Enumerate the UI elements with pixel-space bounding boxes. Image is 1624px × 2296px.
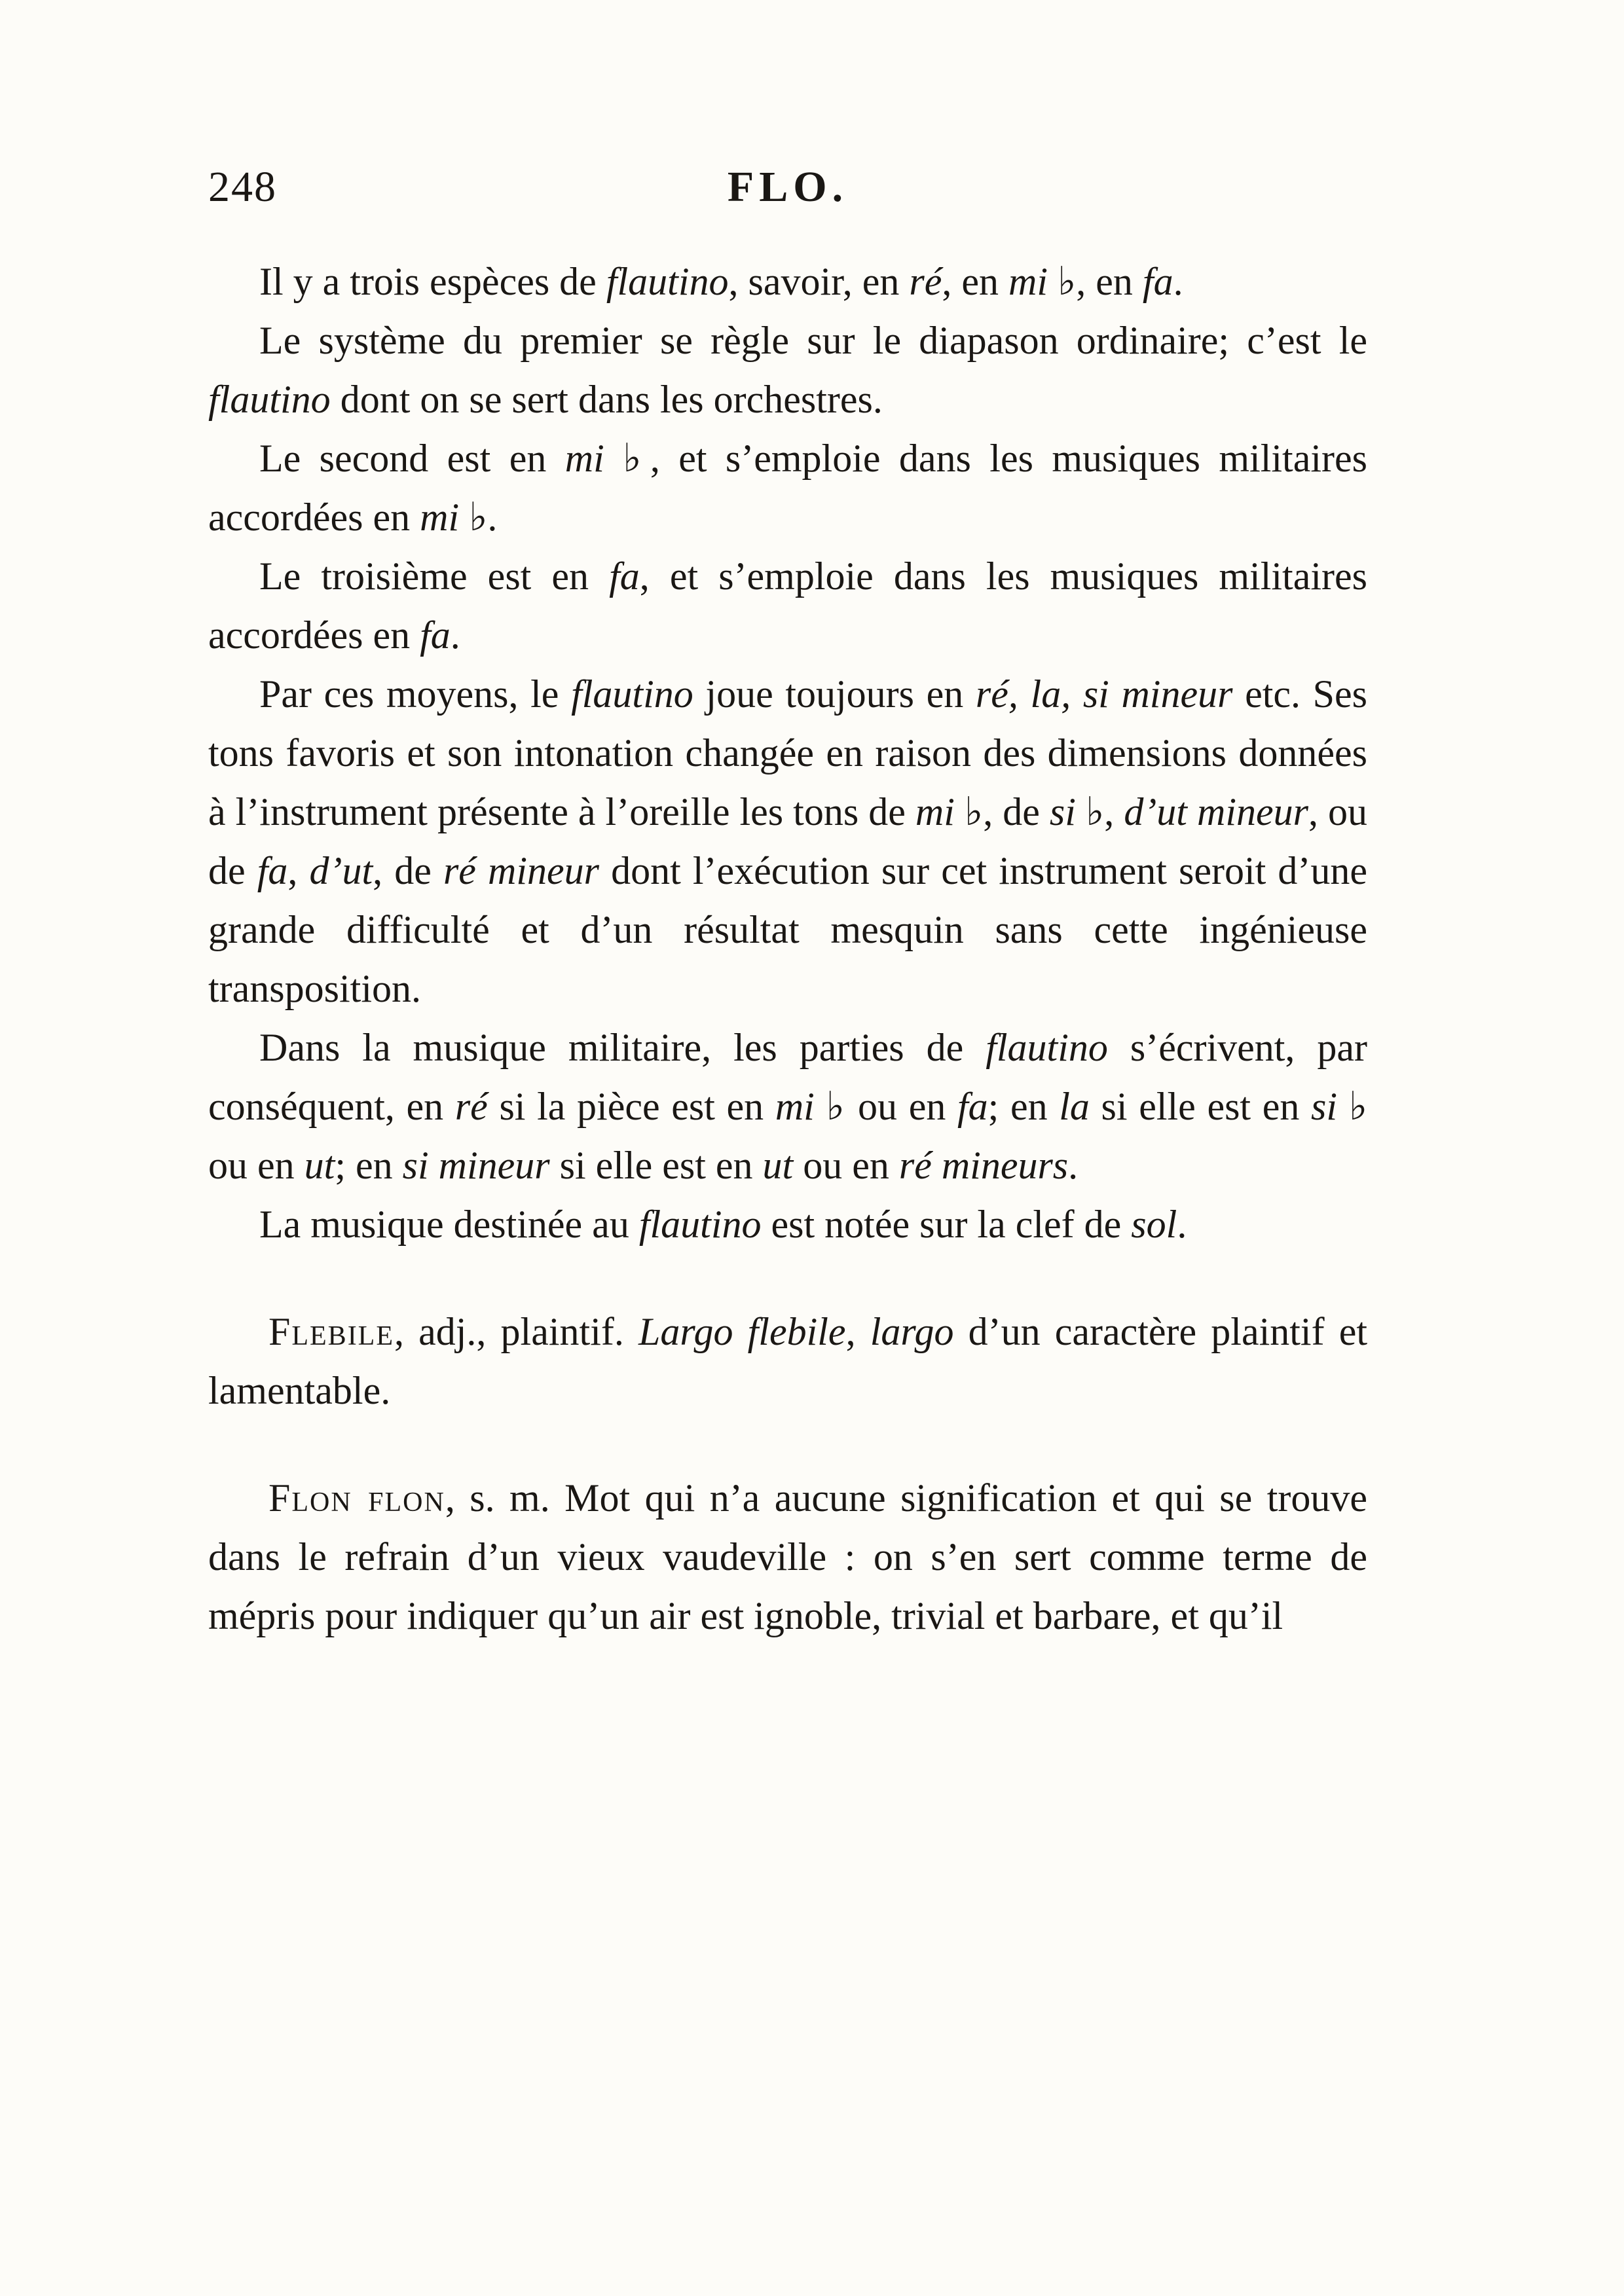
page-header	[208, 162, 1367, 228]
page-body	[208, 252, 1367, 1645]
running-head: FLO.	[727, 163, 849, 211]
paragraph: Par ces moyens, le flautino joue toujours en ré, la, si mineur etc. Ses tons favoris et son intonation changée en raison des dimensions données à l’instrument présente à l’oreille les tons de mi ♭, de si ♭, d’ut mineur, ou de fa, d’ut, de ré mineur dont l’exécution sur cet instrument seroit d’une grande difficulté et d’un résultat mesquin sans cette ingénieuse transposition.	[208, 672, 1368, 1010]
paragraph: Le système du premier se règle sur le diapason ordinaire; c’est le flautino dont on se sert dans les orchestres.	[208, 319, 1367, 421]
entry-flebile: Flebile, adj., plaintif. Largo flebile, largo d’un caractère plaintif et lamentable.	[208, 1310, 1368, 1412]
paragraph: Il y a trois espèces de flautino, savoir, en ré, en mi ♭, en fa.	[259, 260, 1183, 303]
paragraph: Le troisième est en fa, et s’emploie dans les musiques militaires accordées en fa.	[208, 555, 1367, 657]
entry-headword: Flon flon	[268, 1476, 445, 1520]
paragraph: La musique destinée au flautino est notée sur la clef de sol.	[259, 1203, 1187, 1246]
page-number: 248	[208, 163, 277, 211]
entry-flon-flon: Flon flon, s. m. Mot qui n’a aucune signification et qui se trouve dans le refrain d’un vieux vaudeville : on s’en sert comme terme de mépris pour indiquer qu’un air est ignoble, trivial et barbare, et qu’il	[208, 1476, 1367, 1637]
entry-headword: Flebile	[268, 1310, 394, 1353]
paragraph: Le second est en mi ♭, et s’emploie dans les musiques militaires accordées en mi ♭.	[208, 437, 1367, 539]
paragraph: Dans la musique militaire, les parties de flautino s’écrivent, par conséquent, en ré si la pièce est en mi ♭ ou en fa; en la si elle est en si ♭ ou en ut; en si mineur si elle est en ut ou en ré mineurs.	[208, 1026, 1368, 1187]
